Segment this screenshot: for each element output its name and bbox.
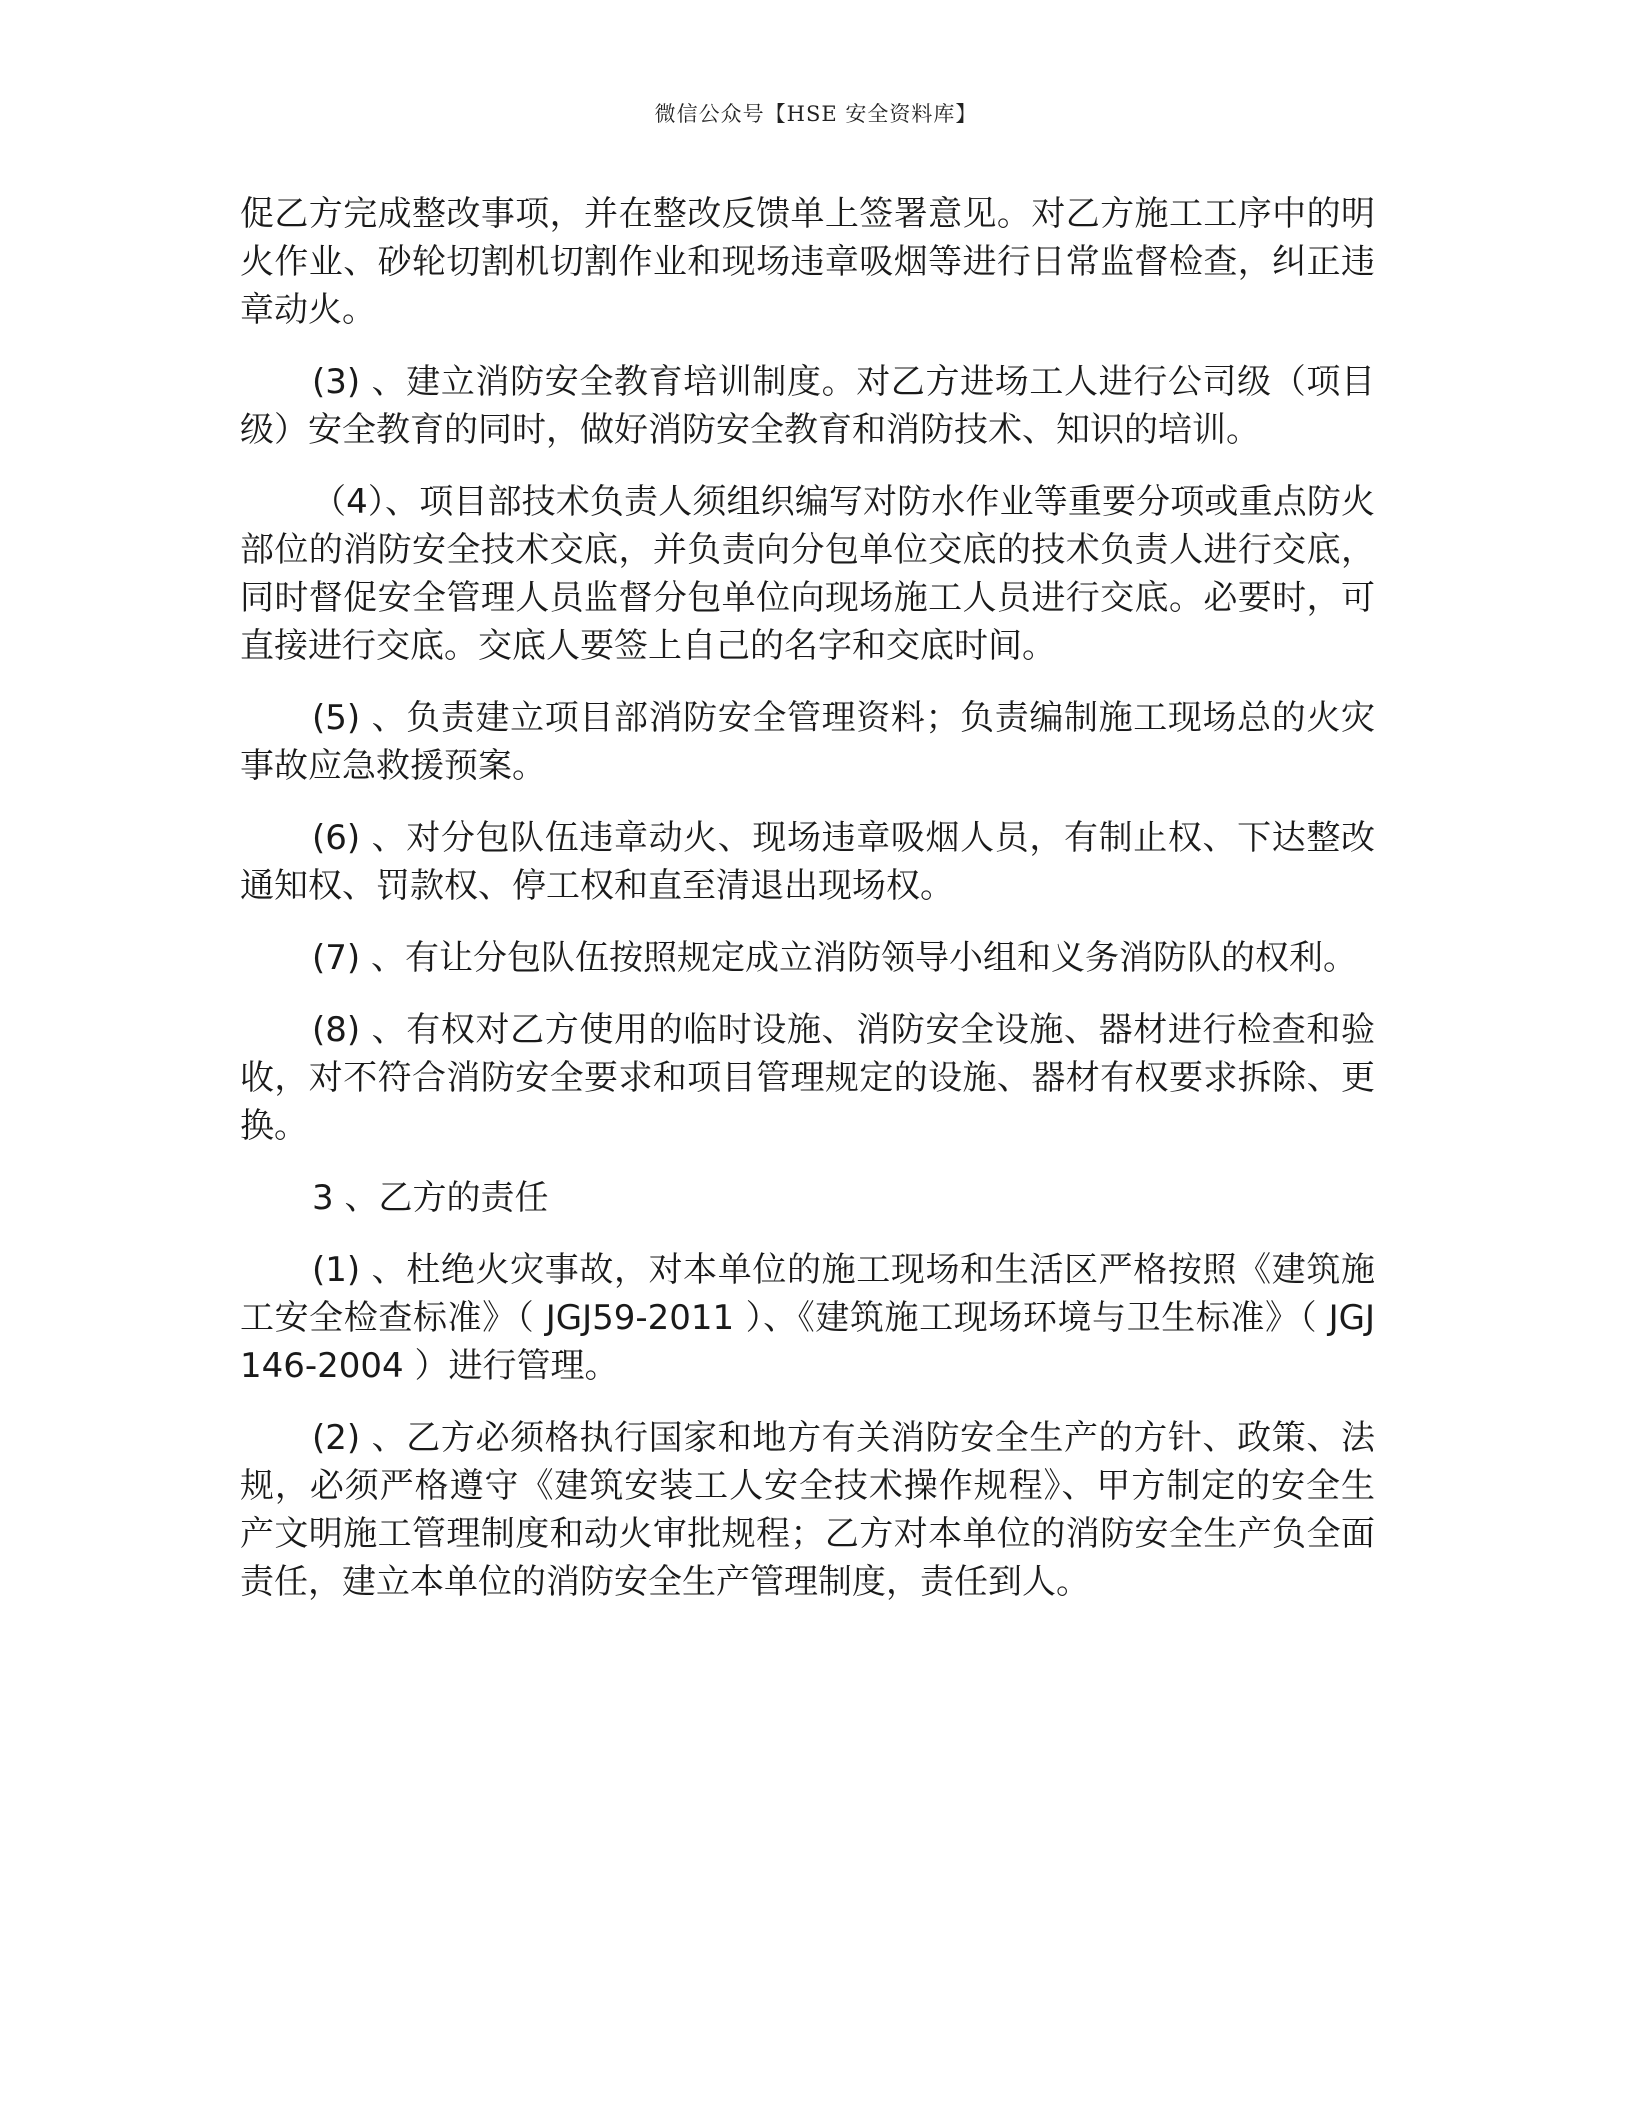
document-body [240,190,1375,1630]
paragraph-item-4: （4）、项目部技术负责人须组织编写对防水作业等重要分项或重点防火部位的消防安全技术交底，并负责向分包单位交底的技术负责人进行交底，同时督促安全管理人员监督分包单位向现场施工人员进行交底。必要时，可直接进行交底。交底人要签上自己的名字和交底时间。 [240,482,1375,666]
paragraph-item-8: (8) 、有权对乙方使用的临时设施、消防安全设施、器材进行检查和验收，对不符合消防安全要求和项目管理规定的设施、器材有权要求拆除、更换。 [240,1010,1375,1146]
paragraph-item-5: (5) 、负责建立项目部消防安全管理资料；负责编制施工现场总的火灾事故应急救援预案。 [240,698,1375,786]
paragraph-continuation: 促乙方完成整改事项，并在整改反馈单上签署意见。对乙方施工工序中的明火作业、砂轮切割机切割作业和现场违章吸烟等进行日常监督检查，纠正违章动火。 [240,194,1375,330]
page-header: 微信公众号【HSE 安全资料库】 [654,102,978,126]
section-heading-party-b: 3 、乙方的责任 [312,1178,549,1218]
paragraph-party-b-item-2: (2) 、乙方必须格执行国家和地方有关消防安全生产的方针、政策、法规，必须严格遵守《建筑安装工人安全技术操作规程》、甲方制定的安全生产文明施工管理制度和动火审批规程；乙方对本单位的消防安全生产负全面责任，建立本单位的消防安全生产管理制度，责任到人。 [240,1418,1375,1602]
paragraph-item-3: (3) 、建立消防安全教育培训制度。对乙方进场工人进行公司级（项目级）安全教育的同时，做好消防安全教育和消防技术、知识的培训。 [240,362,1375,450]
paragraph-item-7: (7) 、有让分包队伍按照规定成立消防领导小组和义务消防队的权利。 [312,938,1357,978]
paragraph-item-6: (6) 、对分包队伍违章动火、现场违章吸烟人员，有制止权、下达整改通知权、罚款权、停工权和直至清退出现场权。 [240,818,1375,906]
paragraph-party-b-item-1: (1) 、杜绝火灾事故，对本单位的施工现场和生活区严格按照《建筑施工安全检查标准》（ JGJ59-2011 ）、《建筑施工现场环境与卫生标准》（ JGJ146-2004 ）进行管理。 [240,1250,1375,1386]
